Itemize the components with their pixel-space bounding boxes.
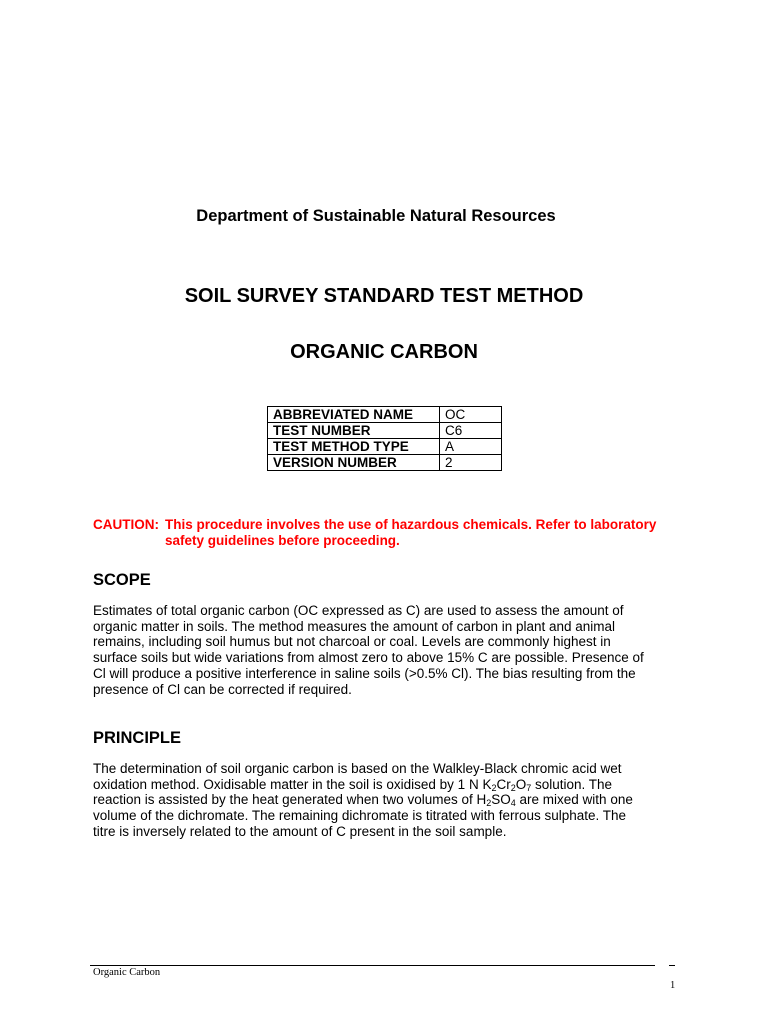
table-value: C6 [440, 423, 502, 439]
text-line: presence of Cl can be corrected if required. [93, 681, 352, 697]
table-value: OC [440, 407, 502, 423]
text-line: reaction is assisted by the heat generated when two volumes of $H_2SO_4$ are mixed with one [93, 792, 633, 809]
text-line: Estimates of total organic carbon (OC expressed as C) are used to assess the amount of [93, 603, 624, 618]
footer-label: Organic Carbon [93, 967, 161, 978]
test-info-table [267, 406, 502, 471]
page-number: 1 [670, 980, 676, 991]
table-value: 2 [440, 455, 502, 471]
document-subtitle: ORGANIC CARBON [290, 341, 478, 363]
table-row [268, 407, 502, 423]
table-key: TEST NUMBER [268, 423, 440, 439]
scope-heading: SCOPE [93, 571, 151, 589]
table-row [268, 455, 502, 471]
footer-divider-tick [669, 965, 675, 966]
text-line: organic matter in soils. The method measures the amount of carbon in plant and animal [93, 618, 616, 634]
table-key: TEST METHOD TYPE [268, 439, 440, 455]
text-line: surface soils but wide variations from almost zero to above 15% C are possible. Presence of [93, 650, 644, 666]
table-value: A [440, 439, 502, 455]
table-key: VERSION NUMBER [268, 455, 440, 471]
caution-label: CAUTION: [93, 517, 159, 532]
table-key: ABBREVIATED NAME [268, 407, 440, 423]
text-line: oxidation method. Oxidisable matter in the soil is oxidised by 1 N $K_2Cr_2O_7$ solution. The [93, 776, 613, 793]
caution-text: This procedure involves the use of hazardous chemicals. Refer to laboratory safety guidelines before proceeding. [165, 517, 657, 548]
text-line: remains, including soil humus but not charcoal or coal. Levels are commonly highest in [93, 634, 611, 650]
text-line: Cl will produce a positive interference in saline soils (>0.5% Cl). The bias resulting from the [93, 665, 636, 681]
table-row [268, 439, 502, 455]
table-row [268, 423, 502, 439]
principle-paragraph [93, 761, 683, 840]
principle-heading: PRINCIPLE [93, 729, 182, 747]
department-name: Department of Sustainable Natural Resources [196, 207, 556, 225]
scope-paragraph [93, 603, 683, 697]
text-line: volume of the dichromate. The remaining dichromate is titrated with ferrous sulphate. The [93, 808, 627, 824]
text-line: titre is inversely related to the amount of C present in the soil sample. [93, 823, 507, 839]
document-title: SOIL SURVEY STANDARD TEST METHOD [184, 285, 584, 307]
text-line: The determination of soil organic carbon is based on the Walkley-Black chromic acid wet [93, 761, 622, 776]
footer-divider [90, 965, 655, 966]
